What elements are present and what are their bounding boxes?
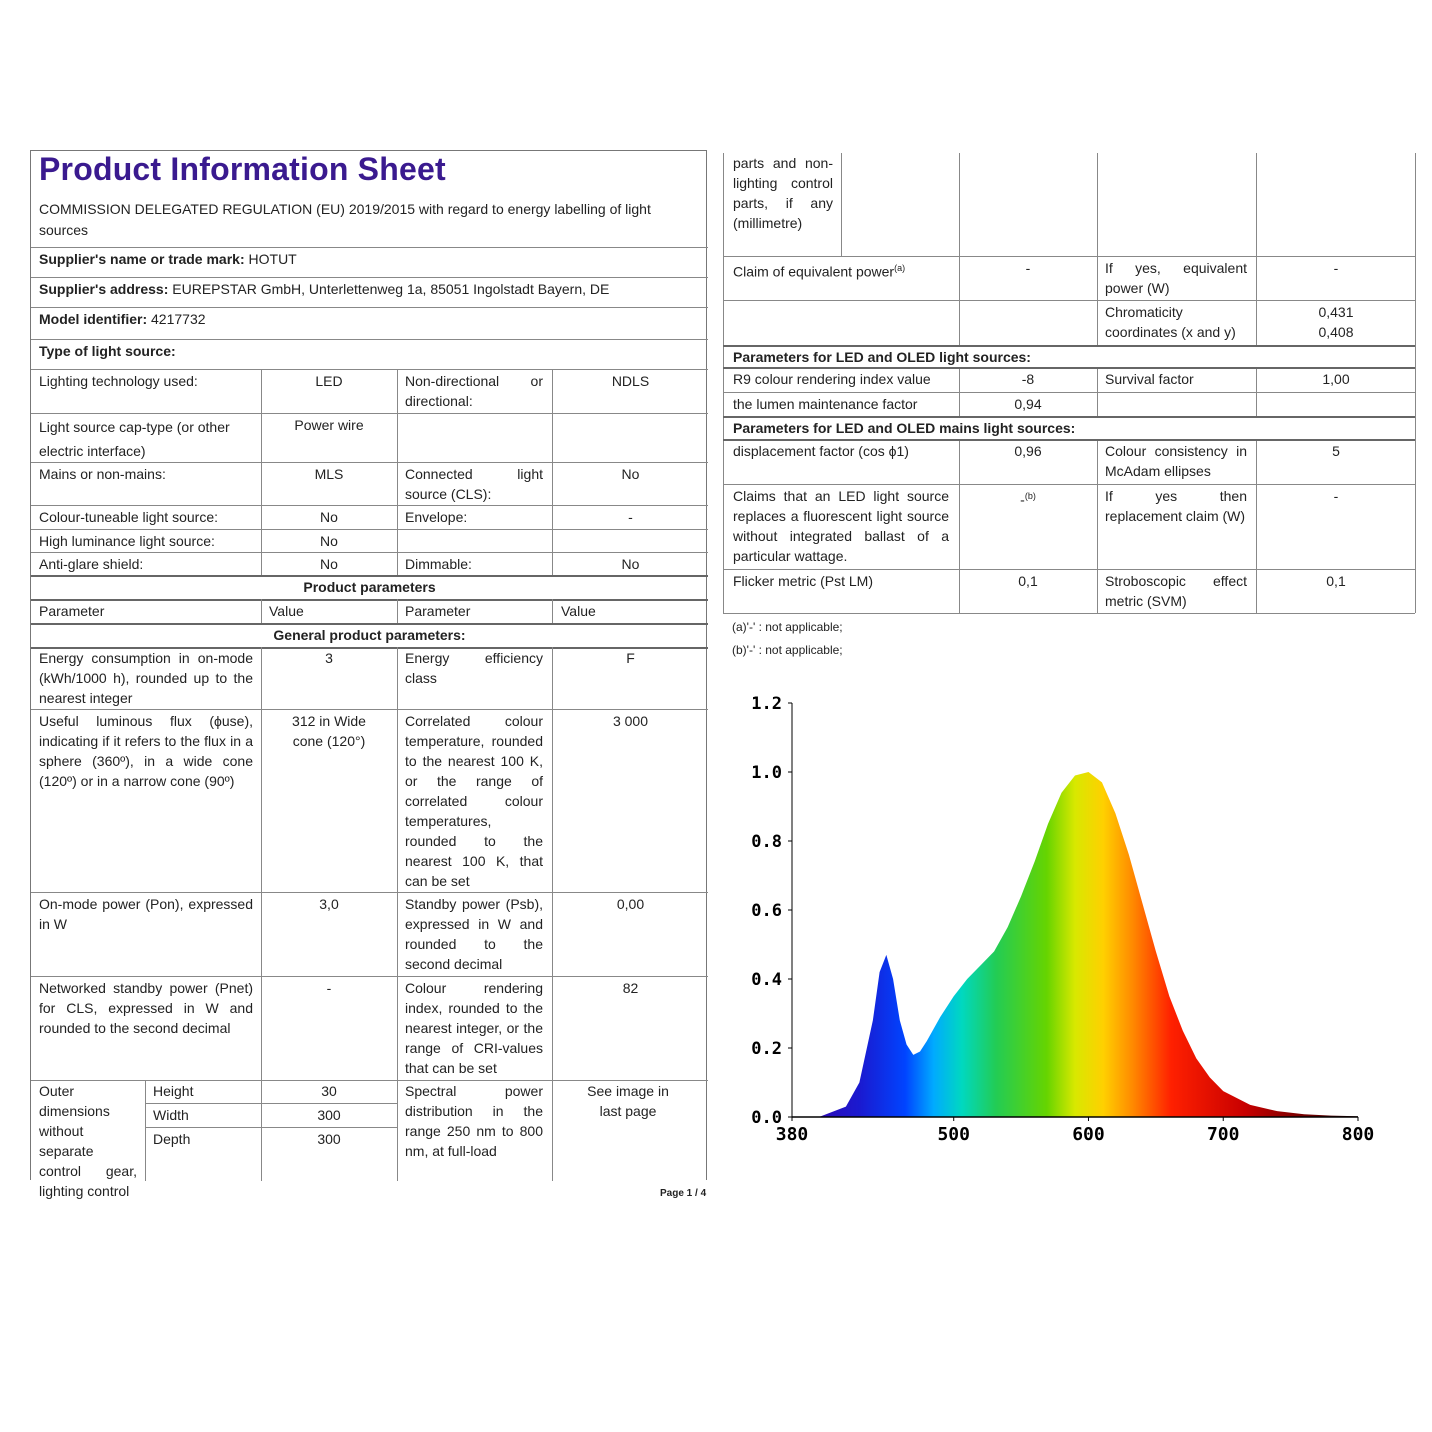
page-number: Page 1 / 4 bbox=[660, 1188, 707, 1199]
y-tick-label: 0.6 bbox=[751, 901, 782, 921]
displacement-value: 0,96 bbox=[1014, 443, 1042, 459]
flicker-value: 0,1 bbox=[1018, 573, 1038, 589]
equiv-yes-value: - bbox=[1333, 260, 1339, 276]
consistency-label: Colour consistency in McAdam ellipses bbox=[1105, 443, 1247, 479]
col-divider bbox=[552, 599, 553, 623]
x-tick-label: 500 bbox=[937, 1124, 970, 1145]
col-divider bbox=[397, 599, 398, 623]
equiv-yes-label: If yes, equivalent power (W) bbox=[1105, 260, 1247, 296]
divider bbox=[145, 1103, 397, 1104]
x-tick-label: 380 bbox=[775, 1124, 809, 1145]
footnote-mark: (b) bbox=[1024, 491, 1036, 501]
col-divider bbox=[261, 599, 262, 623]
spectrum-area bbox=[792, 772, 1358, 1117]
param-value: 3 bbox=[325, 650, 333, 666]
type-value: - bbox=[628, 509, 633, 525]
type-value: No bbox=[621, 556, 640, 572]
params-heading: Product parameters bbox=[303, 579, 436, 595]
divider bbox=[31, 369, 708, 370]
type-param: Mains or non-mains: bbox=[39, 466, 166, 482]
type-param: Dimmable: bbox=[405, 556, 472, 572]
model-value: 4217732 bbox=[151, 311, 206, 327]
col-divider bbox=[397, 369, 398, 575]
type-value: Power wire bbox=[294, 417, 364, 433]
spd-label: Spectral power distribution in the range 250 nm to 800 nm, at full-load bbox=[405, 1083, 543, 1159]
divider bbox=[31, 462, 708, 463]
type-value: No bbox=[320, 556, 338, 572]
type-param: High luminance light source: bbox=[39, 533, 215, 549]
col-divider bbox=[1097, 439, 1098, 613]
lumen-label: the lumen maintenance factor bbox=[733, 396, 918, 412]
equiv-power-label bbox=[733, 258, 955, 282]
type-label: Type of light source: bbox=[39, 343, 176, 359]
regulation-subtitle: COMMISSION DELEGATED REGULATION (EU) 2019/2015 with regard to energy labelling of light sources bbox=[39, 201, 651, 238]
claims-label: Claims that an LED light source replaces a fluorescent light source without integrated ballast of a particular wattage. bbox=[733, 488, 949, 564]
type-value: No bbox=[320, 509, 338, 525]
spd-value: See image in last page bbox=[587, 1083, 669, 1119]
col-divider bbox=[959, 153, 960, 346]
type-value: NDLS bbox=[611, 373, 650, 389]
type-value: No bbox=[621, 466, 640, 482]
type-value: MLS bbox=[314, 466, 344, 482]
chromaticity-label: Chromaticity coordinates (x and y) bbox=[1105, 304, 1236, 340]
divider bbox=[31, 505, 708, 506]
type-param: Envelope: bbox=[405, 509, 468, 525]
flicker-label: Flicker metric (Pst LM) bbox=[733, 573, 873, 589]
divider bbox=[145, 1127, 397, 1128]
r9-label: R9 colour rendering index value bbox=[733, 371, 931, 387]
type-param: Anti-glare shield: bbox=[39, 556, 144, 572]
y-tick-label: 1.0 bbox=[751, 763, 782, 783]
displacement-label: displacement factor (cos ϕ1) bbox=[733, 443, 909, 459]
replacement-value: - bbox=[1333, 488, 1339, 504]
divider bbox=[31, 247, 708, 248]
lumen-value: 0,94 bbox=[1014, 396, 1042, 412]
general-heading: General product parameters: bbox=[273, 627, 466, 643]
dim-name: Depth bbox=[153, 1131, 191, 1147]
col-divider bbox=[1097, 153, 1098, 346]
divider bbox=[31, 709, 708, 710]
y-tick-label: 0.8 bbox=[751, 832, 782, 852]
col-divider bbox=[723, 153, 724, 613]
divider bbox=[31, 976, 708, 977]
col-header-value: Value bbox=[269, 603, 304, 619]
x-tick-label: 600 bbox=[1072, 1124, 1105, 1145]
consistency-value: 5 bbox=[1332, 443, 1340, 459]
type-value: No bbox=[320, 533, 338, 549]
divider bbox=[723, 392, 1415, 393]
param-value: 3,0 bbox=[319, 896, 339, 912]
supplier-value: HOTUT bbox=[248, 251, 297, 267]
col-divider bbox=[1415, 153, 1416, 613]
r9-value: -8 bbox=[1021, 371, 1035, 387]
continuation-table bbox=[723, 153, 1415, 613]
dimensions-label: Outer dimensions without separate control gear, lighting control bbox=[39, 1083, 137, 1199]
param-label: Standby power (Psb), expressed in W and rounded to the second decimal bbox=[405, 896, 543, 972]
y-tick-label: 1.2 bbox=[751, 694, 782, 714]
col-divider bbox=[397, 647, 398, 1181]
divider bbox=[31, 307, 708, 308]
claims-value-cell bbox=[960, 486, 1096, 510]
type-value: LED bbox=[315, 373, 343, 389]
y-tick-label: 0.0 bbox=[751, 1108, 782, 1128]
param-label: On-mode power (Pon), expressed in W bbox=[39, 896, 253, 932]
stroboscopic-value: 0,1 bbox=[1326, 573, 1346, 589]
equiv-power-value: - bbox=[1025, 260, 1031, 276]
param-label: Correlated colour temperature, rounded to the nearest 100 K, or the range of correlated colour temperatures, rounded to the nearest 100 K, that can be set bbox=[405, 713, 543, 889]
dim-name: Height bbox=[153, 1083, 194, 1099]
divider bbox=[723, 613, 1415, 614]
divider bbox=[723, 484, 1415, 485]
param-label: Colour rendering index, rounded to the nearest integer, or the range of CRI-values that can be set bbox=[405, 980, 543, 1076]
address-value: EUREPSTAR GmbH, Unterlettenweg 1a, 85051 Ingolstadt Bayern, DE bbox=[172, 281, 610, 297]
footnote-b: (b)'-' : not applicable; bbox=[732, 643, 843, 657]
divider bbox=[31, 339, 708, 340]
param-value: F bbox=[626, 650, 635, 666]
supplier-label: Supplier's name or trade mark: bbox=[39, 251, 245, 267]
equiv-power-text: Claim of equivalent power bbox=[733, 263, 895, 280]
y-tick-label: 0.2 bbox=[751, 1039, 782, 1059]
dim-value: 30 bbox=[321, 1083, 337, 1099]
spectral-distribution-chart bbox=[735, 680, 1415, 1160]
type-param: Light source cap-type (or other electric interface) bbox=[39, 419, 230, 459]
col-divider bbox=[841, 153, 842, 256]
y-tick-label: 0.4 bbox=[751, 970, 782, 990]
address-row bbox=[39, 279, 609, 299]
mains-heading: Parameters for LED and OLED mains light sources: bbox=[733, 420, 1076, 436]
survival-label: Survival factor bbox=[1105, 371, 1194, 387]
col-divider bbox=[145, 1080, 146, 1181]
footnote-a: (a)'-' : not applicable; bbox=[732, 620, 843, 634]
param-label: Energy consumption in on-mode (kWh/1000 h), rounded up to the nearest integer bbox=[39, 650, 253, 706]
footnote-mark: (a) bbox=[894, 263, 906, 273]
divider bbox=[31, 552, 708, 553]
type-param: Lighting technology used: bbox=[39, 373, 198, 389]
claims-value: - bbox=[1020, 491, 1025, 508]
stroboscopic-label: Stroboscopic effect metric (SVM) bbox=[1105, 573, 1247, 609]
param-label: Useful luminous flux (ϕuse), indicating if it refers to the flux in a sphere (360º), in a wide cone (120º) or in a narrow cone (90º) bbox=[39, 713, 253, 789]
dim-value: 300 bbox=[317, 1131, 341, 1147]
x-tick-label: 700 bbox=[1206, 1124, 1240, 1145]
chromaticity-x: 0,431 bbox=[1318, 304, 1354, 320]
address-label: Supplier's address: bbox=[39, 281, 169, 297]
replacement-label: If yes then replacement claim (W) bbox=[1105, 488, 1247, 524]
divider bbox=[31, 413, 708, 414]
survival-value: 1,00 bbox=[1322, 371, 1350, 387]
param-label: Energy efficiency class bbox=[405, 650, 543, 686]
param-value: - bbox=[326, 980, 332, 996]
divider bbox=[31, 529, 708, 530]
sheet-title: Product Information Sheet bbox=[39, 151, 446, 187]
x-tick-label: 800 bbox=[1341, 1124, 1375, 1145]
type-param: Connected light source (CLS): bbox=[405, 466, 543, 502]
col-header-value: Value bbox=[561, 603, 596, 619]
type-param: Non-directional or directional: bbox=[405, 373, 543, 409]
dim-name: Width bbox=[153, 1107, 189, 1123]
model-label: Model identifier: bbox=[39, 311, 148, 327]
type-param: Colour-tuneable light source: bbox=[39, 509, 218, 525]
dim-value: 300 bbox=[317, 1107, 341, 1123]
divider bbox=[31, 599, 708, 601]
divider bbox=[31, 277, 708, 278]
model-row bbox=[39, 309, 206, 329]
param-label: Networked standby power (Pnet) for CLS, expressed in W and rounded to the second decimal bbox=[39, 980, 253, 1036]
divider bbox=[31, 892, 708, 893]
col-header-parameter: Parameter bbox=[405, 603, 471, 619]
divider bbox=[723, 300, 1415, 301]
chromaticity-y: 0,408 bbox=[1318, 324, 1354, 340]
divider bbox=[723, 256, 1415, 257]
param-value: 3 000 bbox=[612, 713, 649, 729]
continued-text: parts and non-lighting control parts, if any (millimetre) bbox=[733, 155, 833, 231]
col-header-parameter: Parameter bbox=[39, 603, 105, 619]
divider bbox=[723, 569, 1415, 570]
param-value: 82 bbox=[622, 980, 639, 996]
led-heading: Parameters for LED and OLED light sources: bbox=[733, 349, 1031, 365]
param-value: 312 in Wide cone (120°) bbox=[292, 713, 366, 749]
supplier-row bbox=[39, 249, 297, 269]
param-value: 0,00 bbox=[616, 896, 645, 912]
